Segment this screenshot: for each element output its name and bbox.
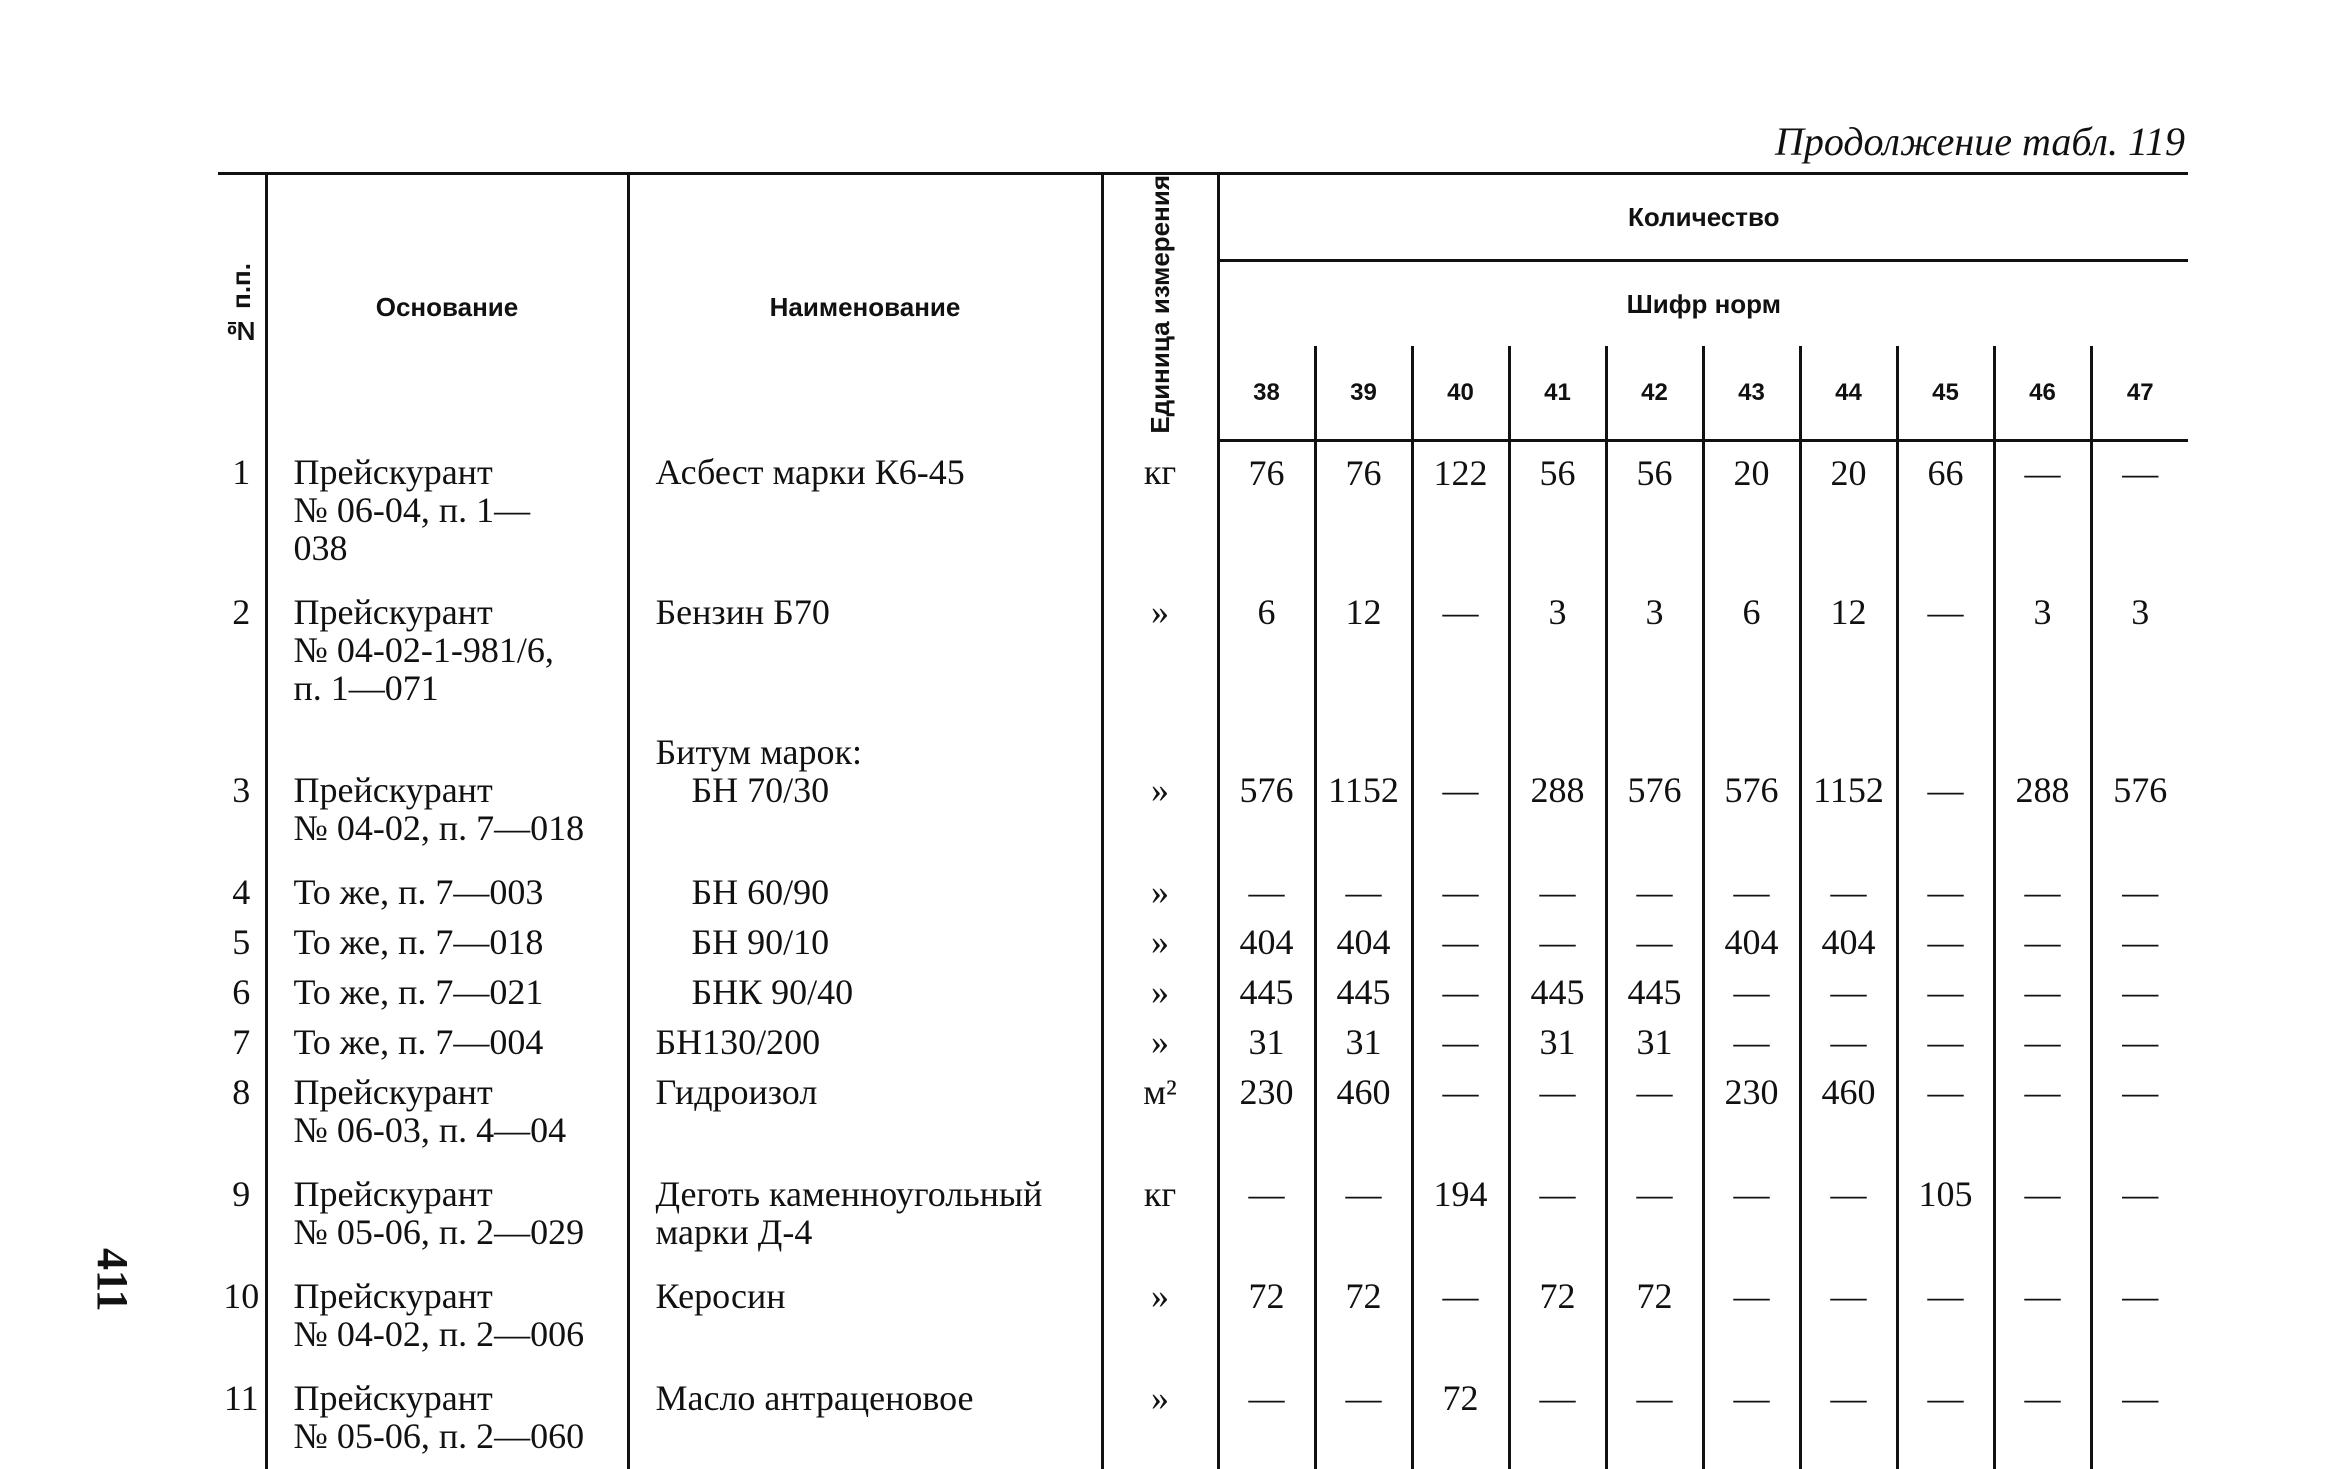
row-unit: м² [1102,1061,1218,1163]
row-name [628,721,1102,861]
row-unit: » [1102,911,1218,961]
quantity-cell: — [1412,1011,1509,1061]
quantity-cell: — [1412,721,1509,861]
quantity-cell: — [1800,1265,1897,1367]
basis-line: Прейскурант [293,451,493,492]
page-number: 411 [88,1248,137,1312]
name-text: БН130/200 [655,1021,821,1062]
row-unit: » [1102,581,1218,721]
name-text: Масло антраценовое [655,1377,974,1418]
row-basis [266,721,628,861]
quantity-cell: — [2091,911,2188,961]
quantity-cell: — [1606,1061,1703,1163]
row-number: 3 [232,769,251,810]
row-name [628,911,1102,961]
quantity-cell: 576 [2091,721,2188,861]
header-column-1: 39 [1315,346,1412,441]
quantity-cell: 230 [1239,1071,1294,1112]
basis-line: № 04-02-1-981/6, [293,629,554,670]
header-column-6: 44 [1800,346,1897,441]
quantity-cell: — [1994,1163,2091,1265]
quantity-cell: — [1994,961,2091,1011]
quantity-cell: — [1248,1377,1285,1418]
quantity-cell: — [1703,1011,1800,1061]
quantity-cell: — [2091,1265,2188,1367]
name-text: БНК 90/40 [691,971,854,1012]
quantity-cell: — [1703,961,1800,1011]
quantity-cell: 122 [1412,441,1509,581]
quantity-cell: 76 [1315,441,1412,581]
quantity-cell: 576 [1239,769,1294,810]
row-unit: » [1102,1011,1218,1061]
row-unit: » [1102,961,1218,1011]
quantity-cell: 56 [1606,441,1703,581]
quantity-cell: 1152 [1315,721,1412,861]
row-unit: » [1102,1265,1218,1367]
table-row [218,1367,2188,1469]
basis-line: То же, п. 7—018 [293,921,544,962]
quantity-cell: 230 [1703,1061,1800,1163]
quantity-cell: — [1412,1061,1509,1163]
quantity-cell: 3 [1994,581,2091,721]
quantity-cell: — [2091,1011,2188,1061]
quantity-cell: 31 [1248,1021,1285,1062]
basis-line: № 05-06, п. 2—060 [293,1415,585,1456]
quantity-cell: — [1315,1163,1412,1265]
quantity-cell: — [1800,1163,1897,1265]
basis-line: № 05-06, п. 2—029 [293,1211,585,1252]
quantity-cell: — [1315,861,1412,911]
quantity-cell: 3 [1606,581,1703,721]
quantity-cell: 20 [1800,441,1897,581]
header-column-9: 47 [2091,346,2188,441]
name-text: Асбест марки К6-45 [655,451,965,492]
quantity-cell: 1152 [1800,721,1897,861]
name-text: БН 60/90 [691,871,830,912]
header-no: № п.п. [218,174,266,441]
quantity-cell: 12 [1315,581,1412,721]
table-row [218,1011,2188,1061]
row-number: 11 [223,1377,259,1418]
header-basis: Основание [266,174,628,441]
row-name [628,961,1102,1011]
row-number: 2 [232,591,251,632]
quantity-cell: — [1248,1173,1285,1214]
quantity-cell: 20 [1703,441,1800,581]
quantity-cell: 576 [1606,721,1703,861]
quantity-cell: 31 [1606,1011,1703,1061]
quantity-cell: — [1412,861,1509,911]
table-body [218,441,2188,1469]
row-basis [266,1011,628,1061]
row-unit: кг [1102,441,1218,581]
row-name [628,441,1102,581]
row-number: 9 [232,1173,251,1214]
quantity-cell: 3 [1509,581,1606,721]
quantity-cell: — [2091,441,2188,581]
quantity-cell: — [1703,1163,1800,1265]
quantity-cell: — [1703,1367,1800,1469]
quantity-cell: — [1606,1367,1703,1469]
row-basis [266,911,628,961]
quantity-cell: — [1606,861,1703,911]
name-text: БН 90/10 [691,921,830,962]
table-row [218,1163,2188,1265]
quantity-cell: — [1509,1163,1606,1265]
quantity-cell: 72 [1606,1265,1703,1367]
quantity-cell: — [1800,1367,1897,1469]
header-quantity: Количество [1218,174,2188,261]
basis-line: То же, п. 7—004 [293,1021,544,1062]
quantity-cell: — [2091,861,2188,911]
row-name [628,1061,1102,1163]
quantity-cell: 76 [1248,453,1285,494]
basis-line: Прейскурант [293,1173,493,1214]
quantity-cell: 6 [1703,581,1800,721]
quantity-cell: 445 [1315,961,1412,1011]
quantity-cell: — [1509,1367,1606,1469]
basis-line: № 06-03, п. 4—04 [293,1109,567,1150]
quantity-cell: — [1800,1011,1897,1061]
quantity-cell: 72 [1412,1367,1509,1469]
basis-line: То же, п. 7—003 [293,871,544,912]
name-text: Керосин [655,1275,786,1316]
basis-line: № 04-02, п. 2—006 [293,1313,585,1354]
quantity-cell: 460 [1800,1061,1897,1163]
quantity-cell: 31 [1315,1011,1412,1061]
header-column-3: 41 [1509,346,1606,441]
basis-line: 038 [293,527,348,568]
header-column-2: 40 [1412,346,1509,441]
quantity-cell: — [1994,1265,2091,1367]
row-name [628,861,1102,911]
quantity-cell: 194 [1412,1163,1509,1265]
row-number: 10 [223,1275,260,1316]
quantity-cell: — [1897,961,1994,1011]
header-column-4: 42 [1606,346,1703,441]
quantity-cell: 576 [1703,721,1800,861]
row-number: 8 [232,1071,251,1112]
header-codes: Шифр норм [1218,261,2188,346]
quantity-cell: — [1315,1367,1412,1469]
table-row [218,721,2188,861]
quantity-cell: 404 [1800,911,1897,961]
quantity-cell: — [1606,911,1703,961]
quantity-cell: — [1897,721,1994,861]
basis-line: Прейскурант [293,1071,493,1112]
quantity-cell: 288 [1509,721,1606,861]
basis-line: п. 1—071 [293,667,439,708]
header-column-8: 46 [1994,346,2091,441]
basis-line: Прейскурант [293,591,493,632]
basis-line: Прейскурант [293,769,493,810]
quantity-cell: 404 [1315,911,1412,961]
row-basis [266,1367,628,1469]
quantity-cell: 404 [1703,911,1800,961]
row-basis [266,1265,628,1367]
row-number: 6 [232,971,251,1012]
name-text: Бензин Б70 [655,591,830,632]
quantity-cell: — [1509,861,1606,911]
quantity-cell: 445 [1509,961,1606,1011]
row-basis [266,861,628,911]
quantity-cell: 56 [1509,441,1606,581]
quantity-cell: — [1703,861,1800,911]
name-text: Гидроизол [655,1071,818,1112]
quantity-cell: — [1606,1163,1703,1265]
quantity-cell: — [1412,911,1509,961]
quantity-cell: 105 [1897,1163,1994,1265]
quantity-cell: 6 [1257,591,1276,632]
quantity-cell: 288 [1994,721,2091,861]
quantity-cell: 445 [1606,961,1703,1011]
quantity-cell: — [2091,1163,2188,1265]
header-unit: Единица измерения [1102,174,1218,441]
quantity-cell: — [2091,1061,2188,1163]
quantity-cell: — [1897,581,1994,721]
quantity-cell: 72 [1509,1265,1606,1367]
header-column-7: 45 [1897,346,1994,441]
row-basis [266,581,628,721]
quantity-cell: 31 [1509,1011,1606,1061]
row-basis [266,961,628,1011]
quantity-cell: — [1412,961,1509,1011]
name-text: Деготь каменноугольный марки Д-4 [655,1173,1043,1252]
basis-line: Прейскурант [293,1275,493,1316]
row-basis [266,1061,628,1163]
quantity-cell: — [1994,911,2091,961]
basis-line: То же, п. 7—021 [293,971,544,1012]
row-basis [266,441,628,581]
quantity-cell: — [2091,961,2188,1011]
row-name [628,1163,1102,1265]
quantity-cell: — [1509,1061,1606,1163]
row-unit: кг [1102,1163,1218,1265]
row-name [628,581,1102,721]
quantity-cell: — [1897,1265,1994,1367]
row-number: 4 [232,871,251,912]
quantity-cell: — [1897,1061,1994,1163]
table-caption: Продолжение табл. 119 [1774,119,2185,164]
quantity-cell: — [1994,1011,2091,1061]
basis-line: Прейскурант [293,1377,493,1418]
name-group-label: Битум марок: [655,731,863,772]
table-row [218,441,2188,581]
name-text: БН 70/30 [691,769,830,810]
header-name: Наименование [628,174,1102,441]
header-column-5: 43 [1703,346,1800,441]
quantity-cell: — [1994,1061,2091,1163]
table-row [218,961,2188,1011]
table-row [218,1265,2188,1367]
quantity-cell: — [1897,1367,1994,1469]
table-row [218,911,2188,961]
row-number: 5 [232,921,251,962]
quantity-cell: — [1703,1265,1800,1367]
quantity-cell: — [1994,441,2091,581]
table-row [218,581,2188,721]
quantity-cell: — [1897,861,1994,911]
row-basis [266,1163,628,1265]
quantity-cell: — [1800,861,1897,911]
basis-line: № 06-04, п. 1— [293,489,531,530]
row-name [628,1265,1102,1367]
quantity-cell: — [1897,911,1994,961]
quantity-cell: 3 [2091,581,2188,721]
row-number: 7 [232,1021,251,1062]
materials-table [218,172,2188,1469]
table-row [218,861,2188,911]
quantity-cell: — [1994,1367,2091,1469]
quantity-cell: 445 [1239,971,1294,1012]
quantity-cell: 404 [1239,921,1294,962]
quantity-cell: 72 [1248,1275,1285,1316]
quantity-cell: — [1897,1011,1994,1061]
quantity-cell: — [1994,861,2091,911]
quantity-cell: 72 [1315,1265,1412,1367]
row-unit: » [1102,861,1218,911]
quantity-cell: 460 [1315,1061,1412,1163]
row-unit: » [1102,721,1218,861]
header-column-0: 38 [1218,346,1315,441]
quantity-cell: — [1509,911,1606,961]
row-name [628,1367,1102,1469]
basis-line: № 04-02, п. 7—018 [293,807,585,848]
quantity-cell: — [1248,871,1285,912]
quantity-cell: — [1800,961,1897,1011]
quantity-cell: — [2091,1367,2188,1469]
quantity-cell: — [1412,1265,1509,1367]
row-unit: » [1102,1367,1218,1469]
quantity-cell: 12 [1800,581,1897,721]
row-number: 1 [232,451,251,492]
quantity-cell: — [1412,581,1509,721]
table-row [218,1061,2188,1163]
quantity-cell: 66 [1897,441,1994,581]
row-name [628,1011,1102,1061]
